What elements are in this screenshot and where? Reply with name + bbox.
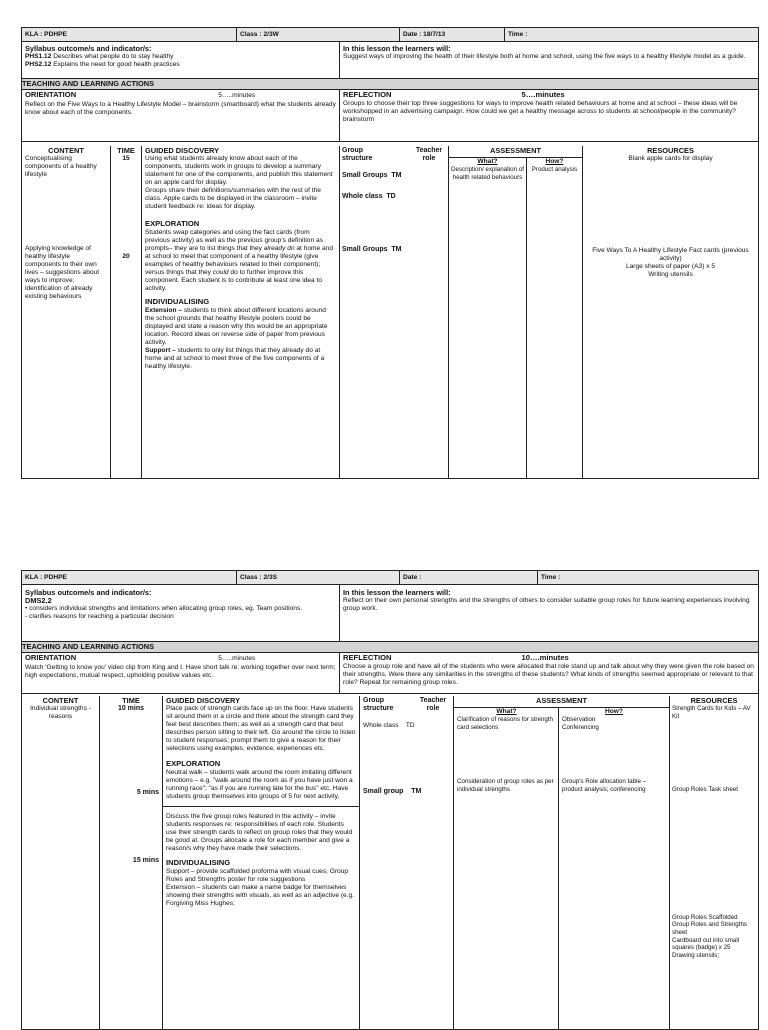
lesson-plan-2	[21, 570, 759, 1030]
plan2-time2: 5 mins	[136, 789, 159, 796]
plan1-header-row	[22, 28, 758, 42]
plan2-orientation	[22, 653, 340, 693]
plan2-content1: Individual strengths - reasons	[30, 705, 91, 720]
plan1-assessment-header: ASSESSMENT	[490, 146, 541, 155]
plan1-outcome2-text: Explains the need for good health practices	[51, 61, 180, 68]
plan2-teacher2: TM	[411, 788, 422, 796]
plan2-class: Class : 2/3S	[237, 571, 400, 584]
plan1-band: TEACHING AND LEARNING ACTIONS	[22, 79, 758, 90]
plan1-exploration-text	[145, 229, 336, 293]
plan2-reflection-label: REFLECTION	[343, 653, 392, 662]
plan1-group-header: Group structure	[342, 147, 373, 162]
plan1-extension-label: Extension –	[145, 307, 183, 314]
plan1-body	[22, 146, 758, 478]
plan2-learners	[340, 585, 758, 641]
plan1-teacher-header: Teacher role	[415, 147, 443, 162]
plan1-teacher1: TM	[391, 172, 402, 180]
plan2-outcome-line2: - clarifies reasons for reaching a particular decision	[25, 613, 174, 620]
plan2-learners-text: Reflect on their own personal strengths and the strengths of others to consider suitable group roles for future learning experiences involving group work.	[343, 597, 750, 612]
plan2-group2: Small group	[363, 788, 404, 796]
plan2-content-header: CONTENT	[42, 696, 79, 705]
plan2-orientation-row	[22, 653, 758, 694]
plan1-time2: 20	[122, 253, 130, 260]
plan1-what1: Description/ explanation of health related behaviours	[451, 166, 524, 181]
plan1-reflection-label: REFLECTION	[343, 90, 392, 99]
plan2-reflection	[340, 653, 758, 693]
plan1-support-text: students to only list things that they already do at home and at school to meet three of the five components of a healthy lifestyle.	[145, 347, 325, 370]
plan2-resources1: Strength Cards for Kids – AV Kit	[672, 705, 751, 720]
plan2-time-col	[100, 696, 163, 1029]
plan2-date: Date :	[400, 571, 538, 584]
plan2-outcomes-row	[22, 585, 758, 642]
plan1-time1: 15	[122, 155, 130, 162]
plan2-group1: Whole class	[363, 722, 399, 730]
plan1-resources1: Blank apple cards for display	[628, 155, 713, 162]
plan2-time3: 15 mins	[132, 857, 159, 864]
plan2-individualising-text: Support – provide scaffolded proforma with visual cues; Group Roles and Strengths poster for role suggestions Extension – students can make a name badge for themselves showing their strengths with visuals, as well as an adjective (e.g. Forgiving Miss Hughes;	[166, 868, 355, 907]
plan2-teacher1: TD	[405, 722, 415, 730]
plan2-syllabus	[22, 585, 340, 641]
plan1-support-label: Support –	[145, 347, 176, 354]
plan1-exploration-em2: could	[212, 269, 229, 276]
plan1-what-header: What?	[477, 158, 498, 165]
plan2-resources-header: RESOURCES	[690, 696, 738, 705]
plan1-teacher3: TM	[391, 246, 402, 254]
plan2-what1: Clarification of reasons for strength card selections	[457, 716, 553, 731]
plan1-resources-col	[583, 146, 758, 478]
plan2-reflection-minutes: 10….minutes	[521, 653, 569, 662]
plan2-teacher-header: Teacher role	[419, 697, 447, 712]
plan1-class: Class : 2/3W	[237, 28, 400, 41]
plan1-exploration-label: EXPLORATION	[145, 219, 200, 228]
lesson-plan-1	[21, 27, 759, 479]
plan1-content-col	[22, 146, 111, 478]
plan1-content2: Applying knowledge of healthy lifestyle components to their own lives – suggestions about ways to improve; identification of already existing behaviours	[25, 245, 100, 300]
plan2-how-header: How?	[605, 708, 623, 715]
plan1-time-header: TIME	[117, 146, 135, 155]
plan2-time-header: TIME	[122, 696, 140, 705]
plan1-learners-label: In this lesson the learners will:	[343, 44, 451, 53]
plan1-group-col	[340, 146, 449, 478]
plan2-orientation-label: ORIENTATION	[25, 653, 77, 662]
plan1-time: Time :	[508, 30, 528, 38]
plan1-kla: KLA : PDHPE	[22, 28, 237, 41]
plan1-guided-col	[142, 146, 340, 478]
plan1-group1: Small Groups	[342, 172, 388, 180]
plan1-orientation-minutes: 5…..minutes	[218, 92, 256, 99]
plan1-time-col	[111, 146, 142, 478]
plan1-outcomes-row	[22, 42, 758, 79]
plan1-how-header: How?	[545, 158, 564, 165]
plan1-reflection	[340, 90, 758, 141]
plan2-guided3: Discuss the five group roles featured in the activity – invite students responses re: responsibilities of each role. Students use their strength cards to reflect on group roles that they would be good at. Groups allocate a role for each member and give a reason/s why they have made their selections.	[166, 813, 353, 852]
plan2-orientation-minutes: 5…..minutes	[218, 655, 256, 662]
plan1-exploration-post: do to further improve this component. Each student is to contribute at least one idea to activity.	[145, 269, 323, 292]
plan2-time1: 10 mins	[117, 705, 145, 712]
plan1-date: Date : 18/7/13	[400, 28, 505, 41]
plan2-resources2: Group Roles Task sheet	[672, 786, 738, 794]
plan1-assessment-col	[449, 146, 583, 478]
plan2-guided1: Place pack of strength cards face up on the floor. Have students sit around them in a circle and think about the strength card they feel best describes them; as well as a strength card that best describes person sitting to their left. Go around the circle to listen to student responses; prompt them to give a reason for their selections using examples, evidence, experiences etc.	[166, 705, 356, 752]
plan1-resources2: Five Ways To A Healthy Lifestyle Fact cards (previous activity) Large sheets of paper (A3) x 5 Writing utensils	[592, 247, 749, 278]
plan1-individualising-label: INDIVIDUALISING	[145, 297, 210, 306]
plan1-exploration-pre: Students swap categories and using the fact cards (from previous activity) as well as the previous group's definition as prompts– they are to list things that they	[145, 229, 323, 252]
plan1-group2: Whole class	[342, 193, 383, 201]
plan1-group3: Small Groups	[342, 246, 388, 254]
plan1-reflection-text: Groups to choose their top three suggestions for ways to improve health related behaviours at home and at school – these ideas will be workshopped in an advertising campaign. How could we get a healthy message across to students at school/people in the community? brainstorm	[343, 100, 738, 123]
plan2-band: TEACHING AND LEARNING ACTIONS	[22, 642, 758, 653]
plan2-assessment-col	[454, 696, 670, 1029]
plan2-header-row	[22, 571, 758, 585]
plan2-content-col	[22, 696, 100, 1029]
plan2-how2: Group's Role allocation table – product analysis; conferencing	[562, 778, 647, 793]
plan1-teacher2: TD	[386, 193, 396, 201]
plan2-kla: KLA : PDHPE	[22, 571, 237, 584]
plan2-individualising-label: INDIVIDUALISING	[166, 858, 231, 867]
plan2-exploration-label: EXPLORATION	[166, 759, 221, 768]
plan2-outcome-code: DMS2.2	[25, 596, 52, 605]
plan1-outcome2-code: PHS2.12	[25, 61, 52, 68]
plan2-exploration-text: Neutral walk – students walk around the room imitating different emotions – e.g. "walk around the room as if you have just won a running race"; "as if you are running late for the bus" etc. Have students group themselves into groups of 5 for next activity.	[166, 769, 353, 800]
plan2-outcome-line1: • considers individual strengths and limitations when allocating group roles, eg. Team positions.	[25, 605, 303, 612]
plan2-group-header: Group structure	[363, 697, 394, 712]
plan2-time: Time :	[541, 573, 561, 581]
plan2-assessment-header: ASSESSMENT	[536, 696, 587, 705]
plan1-orientation-row	[22, 90, 758, 142]
plan2-what-header: What?	[496, 708, 517, 715]
plan1-outcome1-code: PHS1.12	[25, 53, 52, 60]
plan2-body	[22, 696, 758, 1029]
plan2-resources-col	[670, 696, 758, 1029]
plan2-guided-header: GUIDED DISCOVERY	[166, 696, 241, 705]
plan1-reflection-minutes: 5….minutes	[521, 90, 565, 99]
plan1-content1: Conceptualising components of a healthy lifestyle	[25, 155, 97, 178]
plan1-guided1: Using what students already know about each of the components, students work in groups to develop a summary statement for one of the components, and publish this statement on an apple card for display. Groups share their definitions/summaries with the rest of the class. Apple cards to be displayed in the classroom – invite student feedback re: ideas for display.	[145, 155, 333, 210]
plan1-orientation-text: Reflect on the Five Ways to a Healthy Lifestyle Model – brainstorm (smartboard) what the students already know about each of the components.	[25, 101, 336, 116]
plan2-syllabus-label: Syllabus outcome/s and indicator/s:	[25, 588, 152, 597]
plan1-how1: Product analysis	[531, 166, 578, 173]
plan2-resources3: Group Roles Scaffolded Group Roles and Strengths sheet Cardboard cut into small squares (badge) x 25 Drawing utensils;	[672, 913, 747, 959]
plan2-learners-label: In this lesson the learners will:	[343, 588, 451, 597]
plan1-extension	[145, 307, 336, 347]
plan1-orientation-label: ORIENTATION	[25, 90, 77, 99]
plan2-orientation-text: Watch 'Getting to know you' video clip from King and I. Have short talk re: working together over next term; high expectations, mutual respect, upholding positive values etc.	[25, 664, 336, 679]
plan1-content-header: CONTENT	[48, 146, 84, 155]
plan1-learners-text: Suggest ways of improving the health of their lifestyle both at home and school, using the five ways to a healthy lifestyle model as a guide.	[343, 53, 746, 60]
plan2-reflection-text: Choose a group role and have all of the students who were allocated that role stand up and talk about why they were given the role based on their strengths. Were there any similarities in the strengths of these students? What kinds of strengths seemed appropriate or relevant to that role? Repeat for remaining group roles.	[343, 663, 754, 686]
plan2-group-col	[360, 696, 454, 1029]
plan2-what2: Consideration of group roles as per individual strengths	[457, 778, 554, 793]
plan1-support	[145, 347, 336, 371]
plan1-exploration-mid: at home and at school to meet that component of a healthy lifestyle (give examples of healthy behaviours related to their component); versus things that they	[145, 245, 334, 276]
plan1-orientation	[22, 90, 340, 141]
plan1-exploration-em1: already do	[263, 245, 295, 252]
plan2-guided-col	[163, 696, 360, 1029]
plan1-extension-text: students to think about different locations around the school grounds that healthy lifestyle posters could be displayed and state a reason why this would be an appropriate location. Record ideas on reverse side of paper from previous activity.	[145, 307, 328, 346]
plan1-resources-header: RESOURCES	[647, 146, 694, 155]
plan1-syllabus	[22, 42, 340, 78]
plan1-outcome1-text: Describes what people do to stay healthy	[51, 53, 174, 60]
plan1-guided-header: GUIDED DISCOVERY	[145, 146, 220, 155]
plan1-syllabus-label: Syllabus outcome/s and indicator/s:	[25, 44, 152, 53]
plan2-how1: Observation Conferencing	[562, 716, 599, 731]
plan1-learners	[340, 42, 758, 78]
